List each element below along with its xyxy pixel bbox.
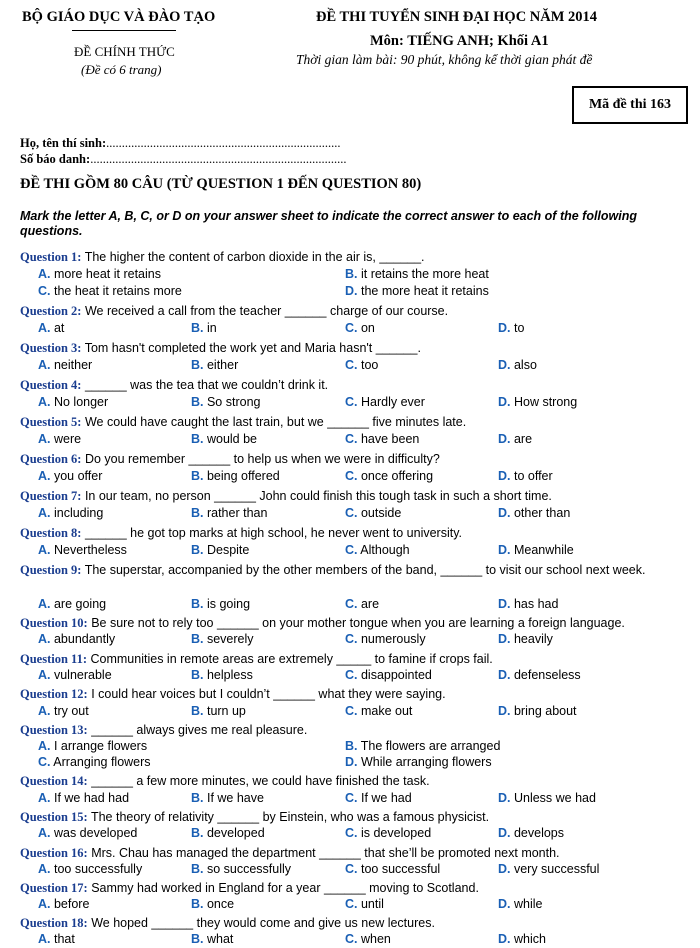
question-text: We hoped ______ they would come and give us new lectures. (87, 916, 435, 930)
question-text: Tom hasn't completed the work yet and Maria hasn't ______. (81, 341, 421, 355)
question-9 (20, 562, 672, 578)
answer-option: C. once offering (345, 469, 434, 483)
answer-option: B. being offered (191, 469, 280, 483)
answer-option: A. at (38, 321, 65, 335)
question-12 (20, 686, 672, 702)
question-label: Question 3: (20, 341, 82, 355)
answer-option: C. too (345, 358, 379, 372)
answer-option: C. Although (345, 543, 410, 557)
answer-option: A. abundantly (38, 632, 116, 646)
answer-option: D. develops (498, 826, 565, 840)
exam-code-box: Mã đề thi 163 (572, 86, 688, 124)
answer-option: D. to (498, 321, 525, 335)
answer-option: D. How strong (498, 395, 578, 409)
question-text: We received a call from the teacher ______ charge of our course. (81, 304, 449, 318)
question-text: We could have caught the last train, but we ______ five minutes late. (81, 415, 467, 429)
question-text: ______ always gives me real pleasure. (87, 723, 308, 737)
answer-option: A. If we had had (38, 791, 130, 805)
question-text: Do you remember ______ to help us when we were in difficulty? (81, 452, 440, 466)
question-text: Be sure not to rely too ______ on your mother tongue when you are learning a foreign language. (87, 616, 625, 630)
question-5 (20, 414, 672, 430)
answer-option: A. are going (38, 597, 107, 611)
question-label: Question 11: (20, 652, 88, 666)
question-1 (20, 249, 672, 265)
candidate-name-dots: ........................................................................... (106, 136, 341, 150)
answer-option: C. too successful (345, 862, 441, 876)
question-label: Question 5: (20, 415, 82, 429)
question-14 (20, 773, 672, 789)
answer-option: C. Hardly ever (345, 395, 425, 409)
question-text: Sammy had worked in England for a year ______ moving to Scotland. (87, 881, 479, 895)
answer-option: D. bring about (498, 704, 577, 718)
question-label: Question 17: (20, 881, 88, 895)
question-text: The superstar, accompanied by the other members of the band, ______ to visit our school next week. (81, 563, 646, 577)
question-15 (20, 809, 672, 825)
answer-option: A. including (38, 506, 104, 520)
question-text: The higher the content of carbon dioxide in the air is, ______. (81, 250, 425, 264)
answer-option: B. severely (191, 632, 254, 646)
answer-option: C. make out (345, 704, 413, 718)
answer-option: A. Nevertheless (38, 543, 127, 557)
question-label: Question 15: (20, 810, 88, 824)
answer-option: C. outside (345, 506, 402, 520)
answer-option: D. are (498, 432, 533, 446)
question-17 (20, 880, 672, 896)
answer-option: D. to offer (498, 469, 553, 483)
answer-option: A. No longer (38, 395, 109, 409)
question-label: Question 2: (20, 304, 82, 318)
question-label: Question 4: (20, 378, 82, 392)
question-label: Question 6: (20, 452, 82, 466)
answer-option: D. defenseless (498, 668, 581, 682)
answer-option: C. is developed (345, 826, 432, 840)
question-18 (20, 915, 672, 931)
answer-option: C. on (345, 321, 375, 335)
answer-option: C. are (345, 597, 380, 611)
answer-option: A. before (38, 897, 90, 911)
answer-option: D. Unless we had (498, 791, 596, 805)
answer-option: C. numerously (345, 632, 426, 646)
question-label: Question 18: (20, 916, 88, 930)
question-label: Question 9: (20, 563, 82, 577)
question-text: Communities in remote areas are extremely _____ to famine if crops fail. (87, 652, 493, 666)
answer-option: D. also (498, 358, 537, 372)
question-text: In our team, no person ______ John could finish this tough task in such a short time. (81, 489, 552, 503)
answer-option: A. I arrange flowers (38, 739, 148, 753)
question-text: I could hear voices but I couldn’t ______ what they were saying. (87, 687, 446, 701)
answer-option: B. helpless (191, 668, 253, 682)
candidate-name-field (20, 136, 341, 151)
answer-option: D. Meanwhile (498, 543, 574, 557)
candidate-name-label: Họ, tên thí sinh: (20, 136, 107, 150)
question-label: Question 1: (20, 250, 82, 264)
answer-option: A. that (38, 932, 75, 946)
answer-option: B. either (191, 358, 239, 372)
question-7 (20, 488, 672, 504)
answer-option: D. while (498, 897, 543, 911)
question-label: Question 7: (20, 489, 82, 503)
answer-option: D. heavily (498, 632, 553, 646)
answer-option: B. rather than (191, 506, 268, 520)
answer-option: B. So strong (191, 395, 261, 409)
official-label: ĐỀ CHÍNH THỨC (74, 44, 175, 59)
answer-option: B. would be (191, 432, 258, 446)
answer-option: C. Arranging flowers (38, 755, 151, 769)
question-text: ______ a few more minutes, we could have finished the task. (87, 774, 430, 788)
answer-option: A. more heat it retains (38, 267, 161, 281)
ministry-title: BỘ GIÁO DỤC VÀ ĐÀO TẠO (22, 9, 216, 25)
answer-option: B. is going (191, 597, 251, 611)
page-count: (Đề có 6 trang) (81, 62, 162, 77)
answer-option: D. has had (498, 597, 559, 611)
answer-option: A. too successfully (38, 862, 143, 876)
answer-option: B. Despite (191, 543, 250, 557)
question-label: Question 12: (20, 687, 88, 701)
answer-option: B. it retains the more heat (345, 267, 489, 281)
answer-option: B. so successfully (191, 862, 292, 876)
answer-option: B. what (191, 932, 234, 946)
question-13 (20, 722, 672, 738)
answer-option: D. other than (498, 506, 571, 520)
question-16 (20, 845, 672, 861)
instruction-text: Mark the letter A, B, C, or D on your answer sheet to indicate the correct answer to each of the following questions. (20, 209, 638, 238)
answer-option: C. If we had (345, 791, 412, 805)
exam-heading: ĐỀ THI GỒM 80 CÂU (TỪ QUESTION 1 ĐẾN QUESTION 80) (20, 176, 422, 192)
answer-option: A. neither (38, 358, 93, 372)
question-4 (20, 377, 672, 393)
candidate-id-dots: .................................................................................. (90, 152, 347, 166)
candidate-id-field (20, 152, 346, 167)
question-2 (20, 303, 672, 319)
question-label: Question 14: (20, 774, 88, 788)
question-label: Question 13: (20, 723, 88, 737)
answer-option: B. once (191, 897, 235, 911)
answer-option: D. While arranging flowers (345, 755, 492, 769)
answer-option: B. in (191, 321, 217, 335)
candidate-id-label: Số báo danh: (20, 152, 91, 166)
subject-line: Môn: TIẾNG ANH; Khối A1 (370, 33, 549, 49)
answer-option: D. which (498, 932, 546, 946)
question-11 (20, 651, 672, 667)
answer-option: A. try out (38, 704, 89, 718)
question-text: The theory of relativity ______ by Einstein, who was a famous physicist. (87, 810, 490, 824)
answer-option: A. vulnerable (38, 668, 112, 682)
answer-option: B. The flowers are arranged (345, 739, 501, 753)
question-text: ______ was the tea that we couldn’t drink it. (81, 378, 329, 392)
question-label: Question 16: (20, 846, 88, 860)
question-label: Question 8: (20, 526, 82, 540)
answer-option: A. were (38, 432, 82, 446)
question-label: Question 10: (20, 616, 88, 630)
title-underline (72, 30, 176, 31)
time-line: Thời gian làm bài: 90 phút, không kể thời gian phát đề (296, 52, 593, 67)
question-10 (20, 615, 672, 631)
exam-title: ĐỀ THI TUYỂN SINH ĐẠI HỌC NĂM 2014 (316, 9, 598, 25)
answer-option: C. when (345, 932, 391, 946)
answer-option: C. until (345, 897, 384, 911)
answer-option: D. very successful (498, 862, 600, 876)
answer-option: C. disappointed (345, 668, 432, 682)
question-8 (20, 525, 672, 541)
question-3 (20, 340, 672, 356)
answer-option: A. was developed (38, 826, 138, 840)
answer-option: A. you offer (38, 469, 103, 483)
answer-option: B. If we have (191, 791, 264, 805)
answer-option: D. the more heat it retains (345, 284, 489, 298)
question-text: ______ he got top marks at high school, he never went to university. (81, 526, 463, 540)
answer-option: C. the heat it retains more (38, 284, 182, 298)
answer-option: B. developed (191, 826, 265, 840)
question-text: Mrs. Chau has managed the department ______ that she’ll be promoted next month. (87, 846, 560, 860)
question-6 (20, 451, 672, 467)
answer-option: B. turn up (191, 704, 246, 718)
answer-option: C. have been (345, 432, 420, 446)
